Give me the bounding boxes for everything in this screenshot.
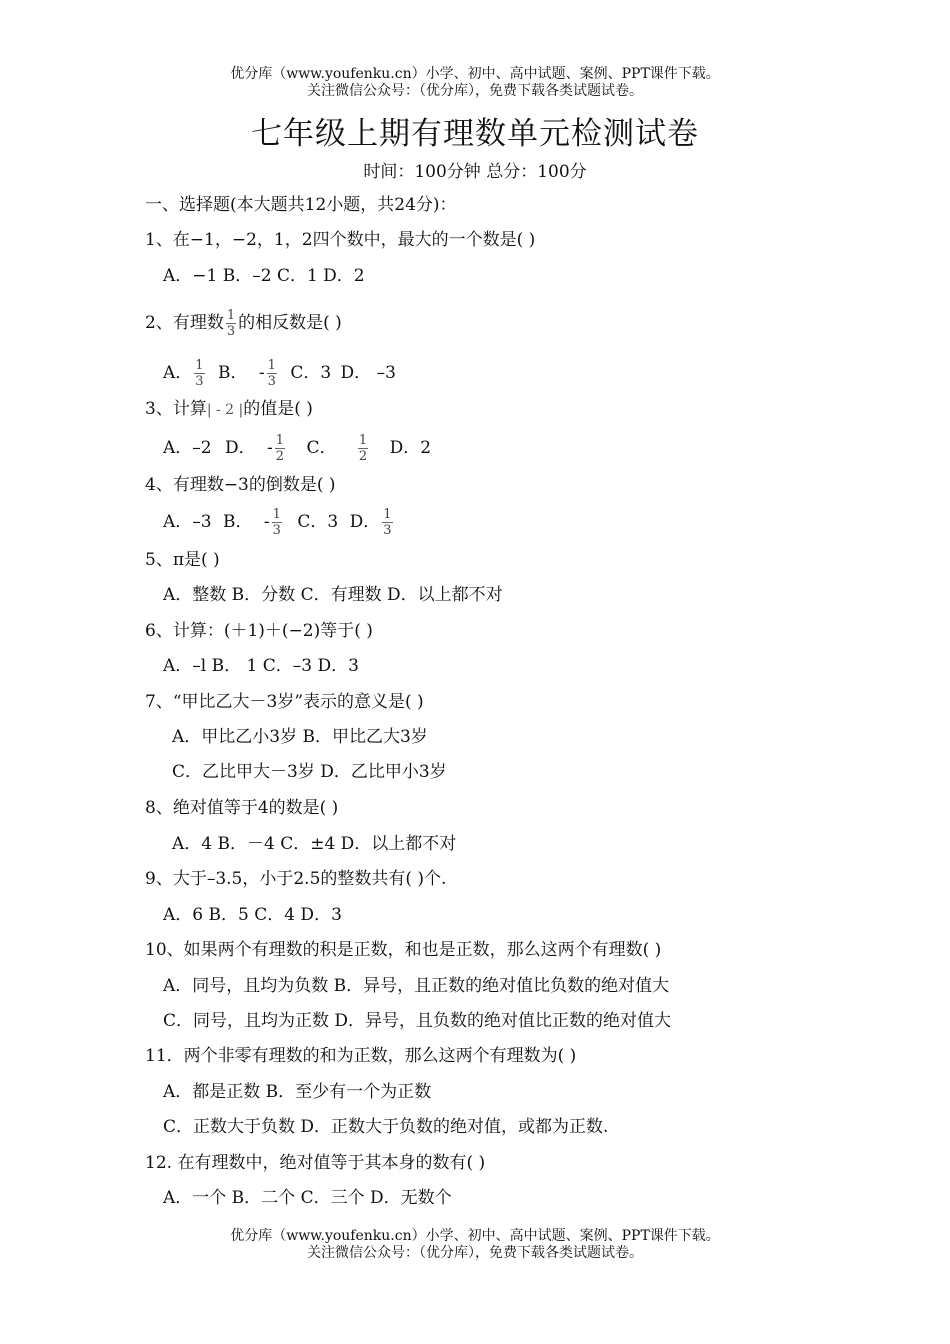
q2-stem-text-b: 的相反数是( ) — [238, 313, 342, 333]
header-line-2: 关注微信公众号：（优分库），免费下载各类试题试卷。 — [307, 83, 643, 99]
header-line-1: 优分库（www.youfenku.cn）小学、初中、高中试题、案例、PPT课件下载。 — [230, 66, 720, 82]
option-b: B． — [217, 363, 248, 383]
page-title: 七年级上期有理数单元检测试卷 — [251, 116, 699, 152]
question-4-stem: 4、有理数−3的倒数是( ) — [145, 475, 336, 495]
fraction: $\frac{1}{2}$ — [358, 433, 368, 464]
question-2-options — [163, 358, 396, 389]
question-9-stem: 9、大于–3.5，小于2.5的整数共有( )个. — [145, 869, 447, 889]
question-6-stem: 6、计算：(＋1)＋(−2)等于( ) — [145, 621, 373, 641]
question-12-stem: 12. 在有理数中，绝对值等于其本身的数有( ) — [145, 1153, 486, 1173]
question-8-stem: 8、绝对值等于4的数是( ) — [145, 798, 339, 818]
option-a: A． — [163, 363, 193, 383]
question-1-stem: 1、在−1，−2，1，2四个数中，最大的一个数是( ) — [145, 230, 536, 250]
option-c: C．3 — [290, 363, 332, 383]
option-a: A．–2 — [163, 438, 212, 458]
question-5-stem: 5、π是( ) — [145, 550, 220, 570]
question-7-options-row-1: A．甲比乙小3岁 B．甲比乙大3岁 — [172, 727, 428, 747]
q3-stem-text-a: 3、计算 — [145, 399, 207, 419]
fraction: $\frac{1}{3}$ — [195, 358, 204, 389]
question-10-options-row-1: A．同号，且均为负数 B．异号，且正数的绝对值比负数的绝对值大 — [163, 976, 670, 996]
page-footer — [0, 1228, 950, 1262]
absolute-value-expression: | - 2 | — [206, 402, 244, 418]
fraction: $\frac{1}{3}$ — [267, 358, 276, 389]
question-10-stem: 10、如果两个有理数的积是正数，和也是正数，那么这两个有理数( ) — [145, 940, 662, 960]
question-1-options: A．−1 B．–2 C．1 D．2 — [163, 266, 365, 286]
minus-sign: - — [267, 438, 273, 458]
question-2-stem — [145, 308, 342, 339]
question-11-stem: 11．两个非零有理数的和为正数，那么这两个有理数为( ) — [145, 1046, 577, 1066]
question-10-options-row-2: C．同号，且均为正数 D．异号，且负数的绝对值比正数的绝对值大 — [163, 1011, 672, 1031]
option-c: C． — [306, 438, 337, 458]
question-3-stem — [145, 396, 313, 422]
minus-sign: - — [258, 363, 265, 383]
fraction: $\frac{1}{2}$ — [275, 433, 285, 464]
page-header — [0, 66, 950, 100]
footer-line-2: 关注微信公众号：（优分库），免费下载各类试题试卷。 — [307, 1245, 643, 1261]
option-a: A．–3 — [163, 512, 212, 532]
section-heading: 一、选择题(本大题共12小题，共24分)： — [145, 195, 457, 215]
question-4-options — [163, 507, 395, 538]
minus-sign: - — [263, 512, 270, 532]
question-6-options: A．–l B． 1 C．–3 D．3 — [163, 656, 359, 676]
question-5-options: A．整数 B．分数 C．有理数 D．以上都不对 — [163, 585, 503, 605]
question-8-options: A．4 B．－4 C．±4 D．以上都不对 — [172, 834, 457, 854]
question-9-options: A．6 B．5 C．4 D．3 — [163, 905, 342, 925]
question-12-options: A．一个 B．二个 C．三个 D．无数个 — [163, 1188, 452, 1208]
option-b: D． — [225, 438, 256, 458]
fraction: $\frac{1}{3}$ — [226, 308, 236, 339]
question-11-options-row-1: A．都是正数 B．至少有一个为正数 — [163, 1082, 432, 1102]
q3-stem-text-b: 的值是( ) — [243, 399, 313, 419]
footer-line-1: 优分库（www.youfenku.cn）小学、初中、高中试题、案例、PPT课件下载。 — [230, 1228, 720, 1244]
option-b: B． — [223, 512, 253, 532]
question-11-options-row-2: C．正数大于负数 D．正数大于负数的绝对值，或都为正数. — [163, 1117, 609, 1137]
option-d: D． –3 — [340, 363, 396, 383]
question-7-stem: 7、“甲比乙大－3岁”表示的意义是( ) — [145, 692, 424, 712]
fraction: $\frac{1}{3}$ — [383, 507, 392, 538]
fraction: $\frac{1}{3}$ — [272, 507, 281, 538]
question-3-options — [163, 433, 432, 464]
option-d: D．2 — [389, 438, 432, 458]
exam-info: 时间：100分钟 总分：100分 — [363, 162, 587, 182]
question-7-options-row-2: C．乙比甲大－3岁 D．乙比甲小3岁 — [172, 762, 447, 782]
option-d: D． — [349, 512, 381, 532]
option-c: C．3 — [297, 512, 339, 532]
q2-stem-text-a: 2、有理数 — [145, 313, 224, 333]
